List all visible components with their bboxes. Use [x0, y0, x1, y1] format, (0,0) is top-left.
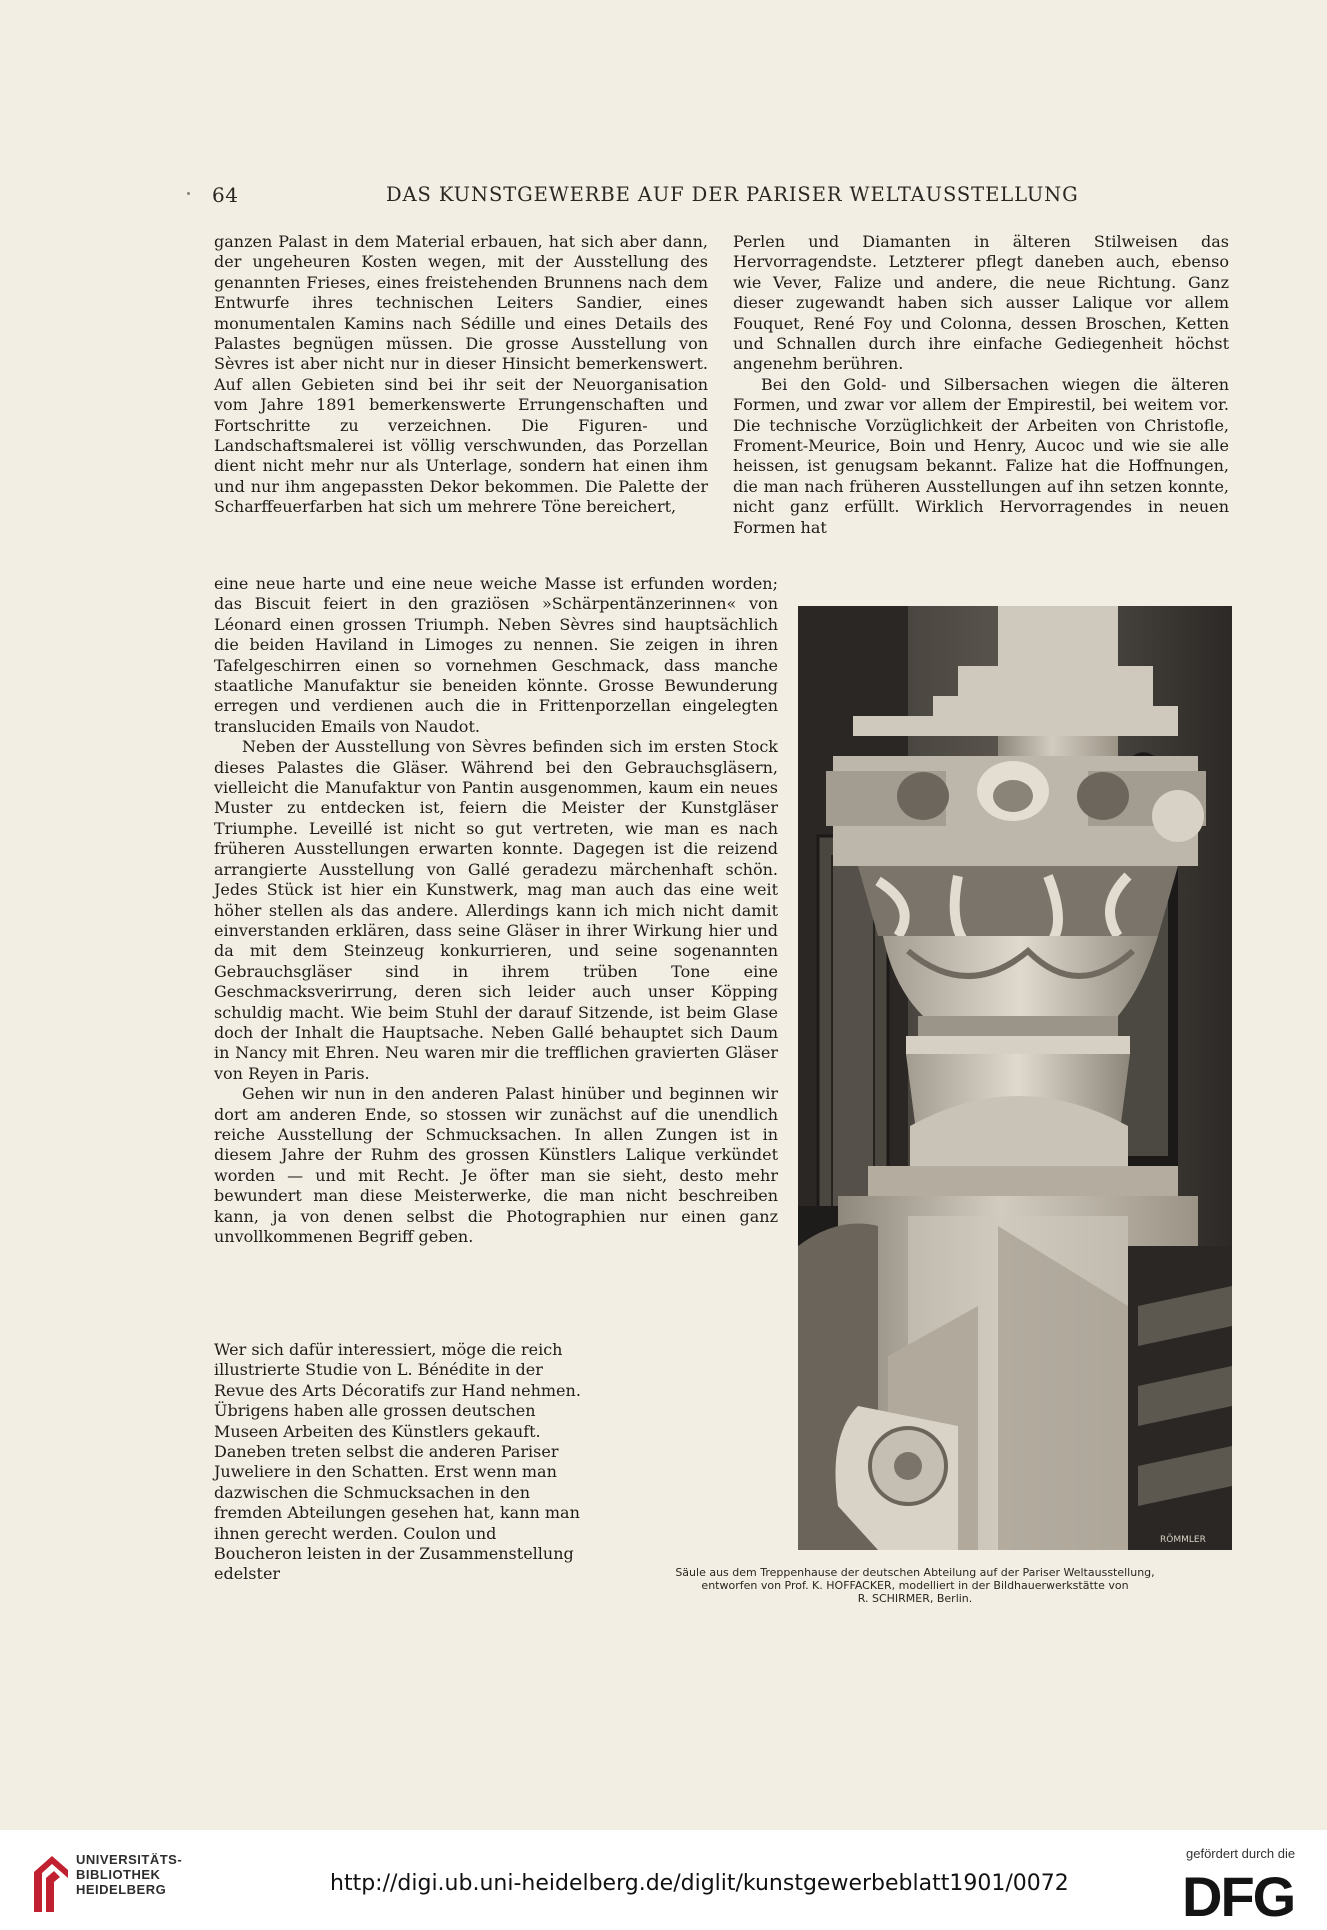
- column-photograph: [798, 606, 1232, 1550]
- photographer-signature: RÖMMLER: [1160, 1535, 1206, 1545]
- right-column-top: [733, 232, 1229, 538]
- page-speck: [187, 192, 190, 195]
- sponsor-label: gefördert durch die: [1186, 1846, 1296, 1861]
- carved-column-photo: [798, 606, 1232, 1550]
- institution-line: UNIVERSITÄTS-: [76, 1852, 183, 1867]
- main-column: [214, 574, 778, 1247]
- caption-line: Säule aus dem Treppenhause der deutschen Abteilung auf der Pariser Weltausstellung,: [675, 1566, 1155, 1579]
- permalink-url[interactable]: http://digi.ub.uni-heidelberg.de/diglit/kunstgewerbeblatt1901/0072: [330, 1871, 1069, 1896]
- paragraph: Wer sich dafür interessiert, möge die reich illustrierte Studie von L. Bénédite in der Revue des Arts Décoratifs zur Hand nehmen. Übrigens haben alle grossen deutschen Museen Arbeiten des Künstlers gekauft. Daneben treten selbst die anderen Pariser Juweliere in den Schatten. Erst wenn man dazwischen die Schmucksachen in den fremden Abteilungen gesehen hat, kann man ihnen gerecht werden. Coulon und Boucheron leisten in der Zusammenstellung edelster: [214, 1340, 581, 1584]
- university-library-name: [76, 1852, 182, 1897]
- caption-line: entworfen von Prof. K. HOFFACKER, modelliert in der Bildhauerwerkstätte von: [701, 1579, 1129, 1592]
- page-number: 64: [212, 183, 239, 207]
- narrow-column: [214, 1340, 588, 1585]
- digitization-footer: [0, 1830, 1327, 1930]
- university-library-logo-icon: [30, 1848, 72, 1918]
- paragraph: Bei den Gold- und Silbersachen wiegen die älteren Formen, und zwar vor allem der Empirestil, bei weitem vor. Die technische Vorzüglichkeit der Arbeiten von Christofle, Froment-Meurice, Boin und Henry, Aucoc und wie sie alle heissen, ist genugsam bekannt. Falize hat die Hoffnungen, die man nach früheren Ausstellungen auf ihn setzen konnte, nicht ganz erfüllt. Wirklich Hervorragendes in neuen Formen hat: [733, 374, 1229, 537]
- institution-line: BIBLIOTHEK: [76, 1867, 161, 1882]
- left-column-top: [214, 232, 708, 518]
- paragraph: eine neue harte und eine neue weiche Masse ist erfunden worden; das Biscuit feiert in den graziösen »Schärpentänzerinnen« von Léonard einen grossen Triumph. Neben Sèvres sind hauptsächlich die beiden Haviland in Limoges zu nennen. Sie zeigen in ihren Tafelgeschirren einen so vornehmen Geschmack, dass manche staatliche Manufaktur sie beneiden könnte. Grosse Bewunderung erregen und verdienen auch die in Frittenporzellan eingelegten transluciden Emails von Naudot.: [214, 574, 778, 736]
- dfg-logo: DFG: [1182, 1865, 1295, 1928]
- running-title: DAS KUNSTGEWERBE AUF DER PARISER WELTAUSSTELLUNG: [386, 183, 1079, 206]
- paragraph: Gehen wir nun in den anderen Palast hinüber und beginnen wir dort am anderen Ende, so stossen wir zunächst auf die unendlich reiche Ausstellung der Schmucksachen. In allen Zungen ist in diesem Jahre der Ruhm des grossen Künstlers Lalique verkündet worden — und mit Recht. Je öfter man sie sieht, desto mehr bewundert man diese Meisterwerke, die man nicht beschreiben kann, ja von denen selbst die Photographien nur einen ganz unvollkommenen Begriff geben.: [214, 1084, 778, 1246]
- caption-line: R. SCHIRMER, Berlin.: [857, 1592, 973, 1605]
- paragraph: Neben der Ausstellung von Sèvres befinden sich im ersten Stock dieses Palastes die Gläser. Während bei den Gebrauchsgläsern, vielleicht die Manufaktur von Pantin ausgenommen, kaum ein neues Muster zu entdecken ist, feiern die Meister der Kunstgläser Triumphe. Leveillé ist nicht so gut vertreten, wie man es nach früheren Ausstellungen erwarten konnte. Dagegen ist die reizend arrangierte Ausstellung von Gallé geradezu märchenhaft schön. Jedes Stück ist hier ein Kunstwerk, mag man auch das eine weit höher stellen als das andere. Allerdings kann ich mich nicht damit einverstanden erklären, dass seine Gläser in ihrer Wirkung hier und da mit dem Steinzeug konkurrieren, und seine sogenannten Gebrauchsgläser sind in ihrem trüben Tone eine Geschmacksverirrung, deren sich leider auch unser Köpping schuldig macht. Wie beim Stuhl der darauf Sitzende, ist beim Glase doch der Inhalt die Hauptsache. Neben Gallé behauptet sich Daum in Nancy mit Ehren. Neu waren mir die trefflichen gravierten Gläser von Reyen in Paris.: [214, 737, 778, 1083]
- page-header: [212, 183, 1079, 211]
- photo-caption: [608, 1566, 1222, 1605]
- paragraph: ganzen Palast in dem Material erbauen, hat sich aber dann, der ungeheuren Kosten wegen, mit der Ausstellung des genannten Frieses, eines freistehenden Brunnens nach dem Entwurfe ihres technischen Leiters Sandier, eines monumentalen Kamins nach Sédille und eines Details des Palastes begnügen müssen. Die grosse Ausstellung von Sèvres ist aber nicht nur in dieser Hinsicht bemerkenswert. Auf allen Gebieten sind bei ihr seit der Neuorganisation vom Jahre 1891 bemerkenswerte Errungenschaften und Fortschritte zu verzeichnen. Die Figuren- und Landschaftsmalerei ist völlig verschwunden, das Porzellan dient nicht mehr nur als Unterlage, sondern hat einen ihm und nur ihm angepassten Dekor bekommen. Die Palette der Scharffeuerfarben hat sich um mehrere Töne bereichert,: [214, 232, 708, 517]
- institution-line: HEIDELBERG: [76, 1882, 167, 1897]
- paragraph: Perlen und Diamanten in älteren Stilweisen das Hervorragendste. Letzterer pflegt daneben auch, ebenso wie Vever, Falize und andere, die neue Richtung. Ganz dieser zugewandt haben sich ausser Lalique vor allem Fouquet, René Foy und Colonna, dessen Broschen, Ketten und Schnallen durch ihre einfache Gediegenheit höchst angenehm berühren.: [733, 232, 1229, 374]
